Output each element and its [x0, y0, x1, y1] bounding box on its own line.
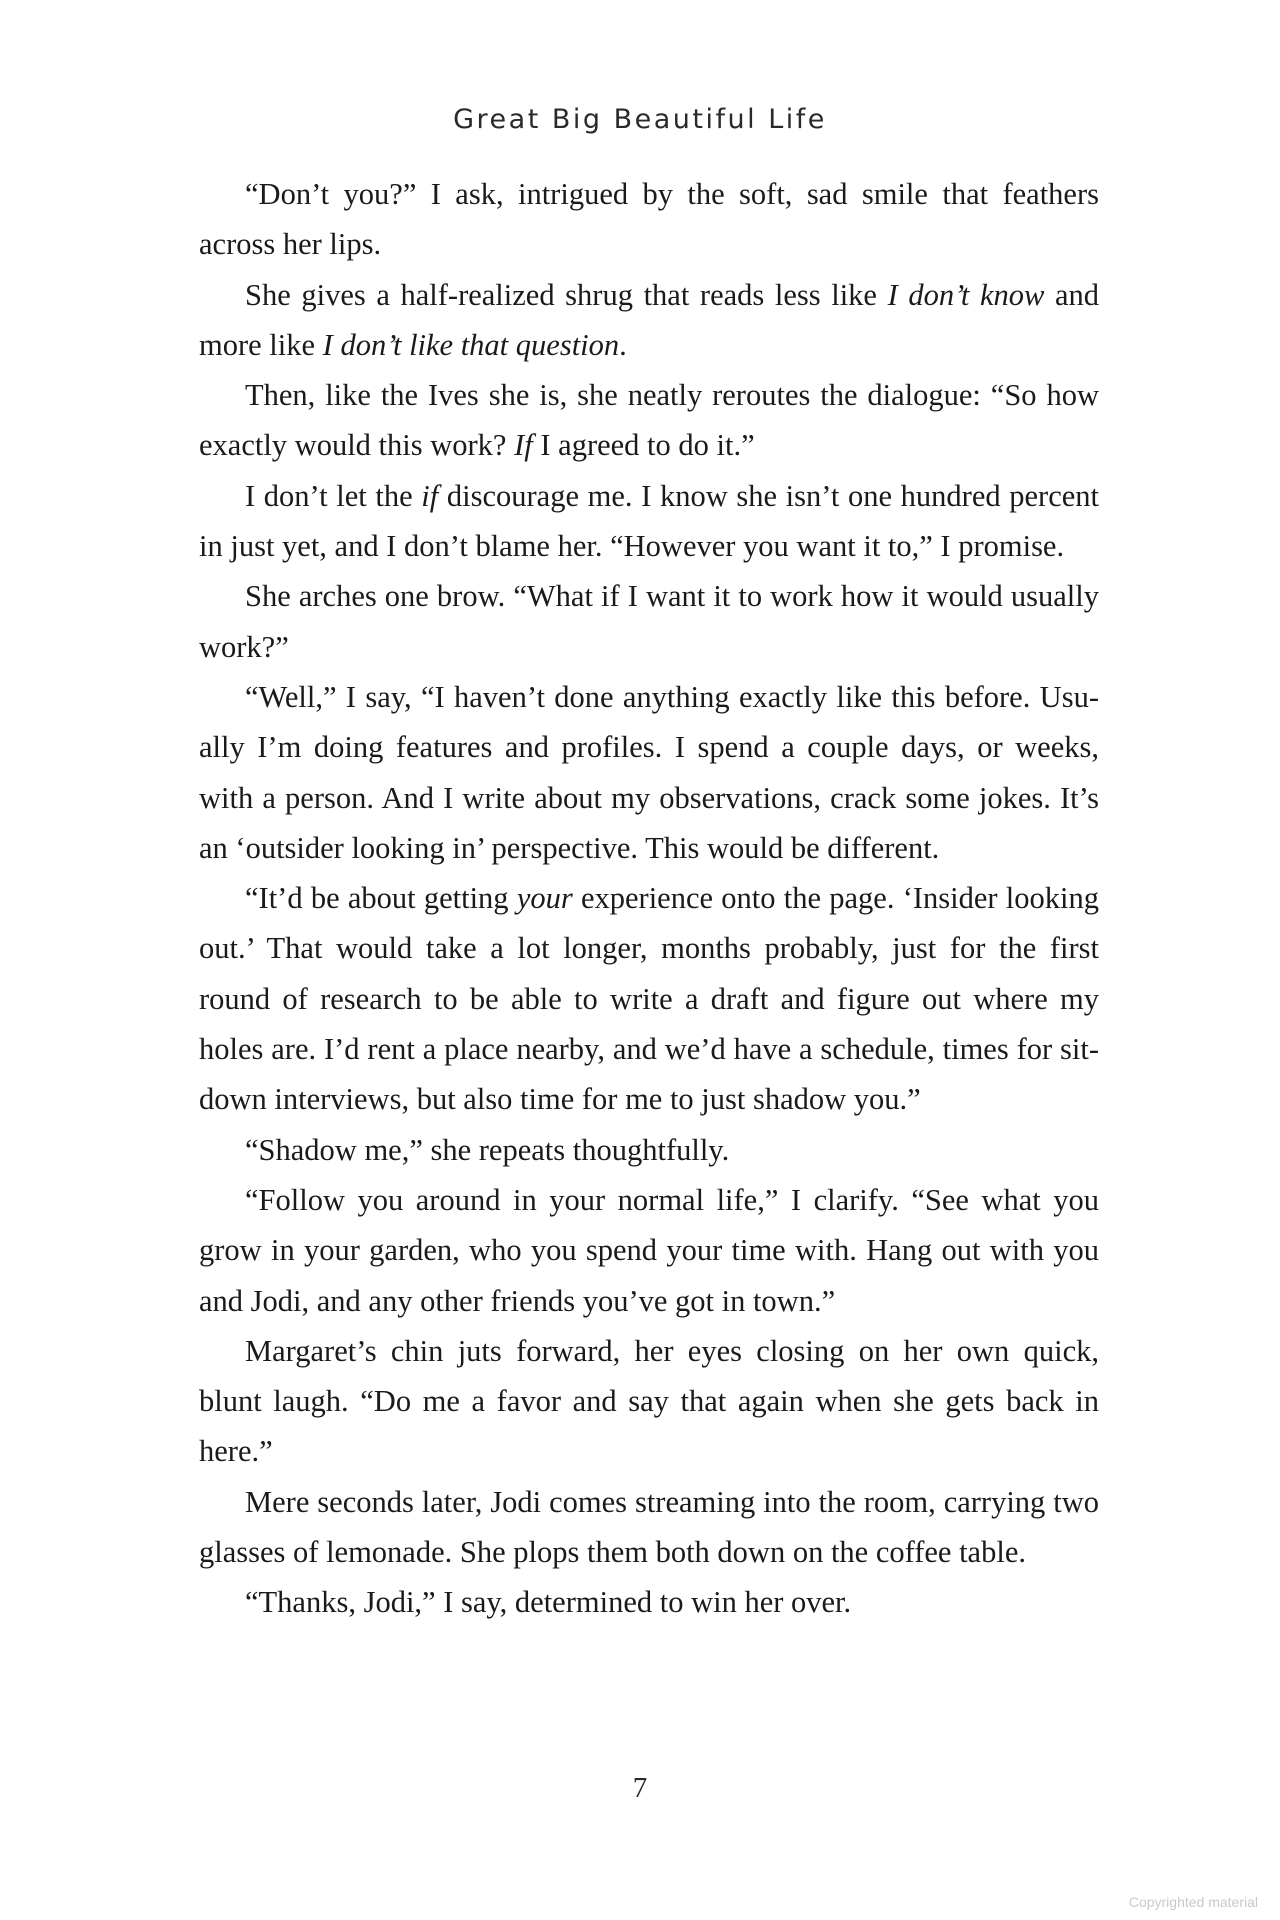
italic-text: I don’t like that question	[322, 327, 620, 362]
italic-text: if	[421, 478, 439, 513]
text-run: “Shadow me,” she repeats thoughtfully.	[245, 1132, 730, 1167]
text-run: “Well,” I say, “I haven’t done anything exactly like this before. Usually I’m doing features and profiles. I spend a couple days, or weeks, with a person. And I write about my observations, crack some jokes. It’s an ‘outsider looking in’ perspective. This would be different.	[199, 679, 1099, 865]
text-run: .	[619, 327, 627, 362]
text-run: Then, like the Ives she is, she neatly reroutes the dialogue: “So how exactly would this work?	[199, 378, 1099, 463]
paragraph	[199, 1125, 1099, 1175]
text-run: I agreed to do it.”	[532, 428, 755, 463]
text-run: discourage me. I know she isn’t one hundred percent in just yet, and I don’t blame her. “However you want it to,” I promise.	[199, 478, 1099, 564]
paragraph	[199, 169, 1099, 270]
paragraph	[199, 1175, 1099, 1326]
body-text	[199, 169, 1099, 1628]
paragraph	[199, 270, 1099, 371]
running-head: Great Big Beautiful Life	[453, 104, 827, 135]
text-run: “Follow you around in your normal life,” I clarify. “See what you grow in your garden, who you spend your time with. Hang out with you and Jodi, and any other friends you’ve got in town.”	[199, 1182, 1099, 1318]
italic-text: I don’t know	[887, 277, 1045, 312]
text-run: “Thanks, Jodi,” I say, determined to win her over.	[245, 1585, 852, 1620]
paragraph	[199, 1326, 1099, 1477]
text-run: Mere seconds later, Jodi comes streaming into the room, carrying two glasses of lemonade. She plops them both down on the coffee table.	[199, 1484, 1099, 1570]
text-run: Margaret’s chin juts forward, her eyes closing on her own quick, blunt laugh. “Do me a favor and say that again when she gets back in here.”	[199, 1333, 1099, 1469]
text-run: experience onto the page. ‘Insider looking out.’ That would take a lot longer, months probably, just for the first round of research to be able to write a draft and figure out where my holes are. I’d rent a place nearby, and we’d have a schedule, times for sit-down interviews, but also time for me to just shadow you.”	[199, 881, 1099, 1117]
text-run: I don’t let the	[245, 478, 422, 513]
paragraph	[199, 471, 1099, 572]
text-run: “Don’t you?” I ask, intrigued by the soft, sad smile that feathers across her lips.	[199, 177, 1099, 262]
text-run: and more like	[199, 277, 1099, 362]
text-run: “It’d be about getting	[245, 881, 517, 916]
page-number: 7	[632, 1772, 648, 1804]
paragraph	[199, 1577, 1099, 1627]
paragraph	[199, 571, 1099, 672]
paragraph	[199, 370, 1099, 471]
paragraph	[199, 672, 1099, 873]
text-run: She arches one brow. “What if I want it to work how it would usually work?”	[199, 579, 1099, 664]
copyright-watermark: Copyrighted material	[1128, 1894, 1258, 1910]
paragraph	[199, 873, 1099, 1124]
text-run: She gives a half-realized shrug that reads less like	[245, 277, 888, 312]
italic-text: your	[516, 881, 573, 916]
italic-text: If	[514, 428, 533, 463]
paragraph	[199, 1477, 1099, 1578]
